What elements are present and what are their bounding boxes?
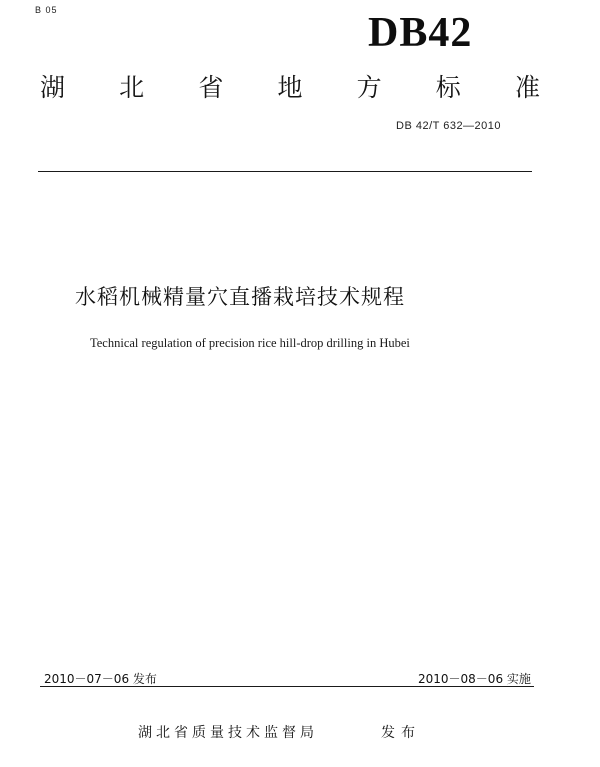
header-divider <box>38 171 532 172</box>
standard-number: DB 42/T 632—2010 <box>396 120 502 132</box>
publish-label: 发布 <box>381 725 421 741</box>
category-char: 地 <box>277 73 303 102</box>
footer-divider <box>40 686 534 687</box>
document-title-chinese: 水稻机械精量穴直播栽培技术规程 <box>75 285 405 309</box>
category-char: 准 <box>514 73 540 102</box>
implementation-date: 2010－08－06 实施 <box>418 672 531 686</box>
publisher-name: 湖北省质量技术监督局 <box>138 725 318 741</box>
ics-classification-code: B 05 <box>35 5 58 15</box>
issue-date: 2010－07－06 发布 <box>44 672 157 686</box>
category-char: 省 <box>198 73 224 102</box>
category-char: 北 <box>119 73 145 102</box>
category-char: 湖 <box>40 73 66 102</box>
standard-category <box>40 70 540 106</box>
category-char: 方 <box>356 73 382 102</box>
category-char: 标 <box>435 73 461 102</box>
standard-mark: DB42 <box>368 10 473 56</box>
document-title-english: Technical regulation of precision rice hill-drop drilling in Hubei <box>90 336 410 350</box>
